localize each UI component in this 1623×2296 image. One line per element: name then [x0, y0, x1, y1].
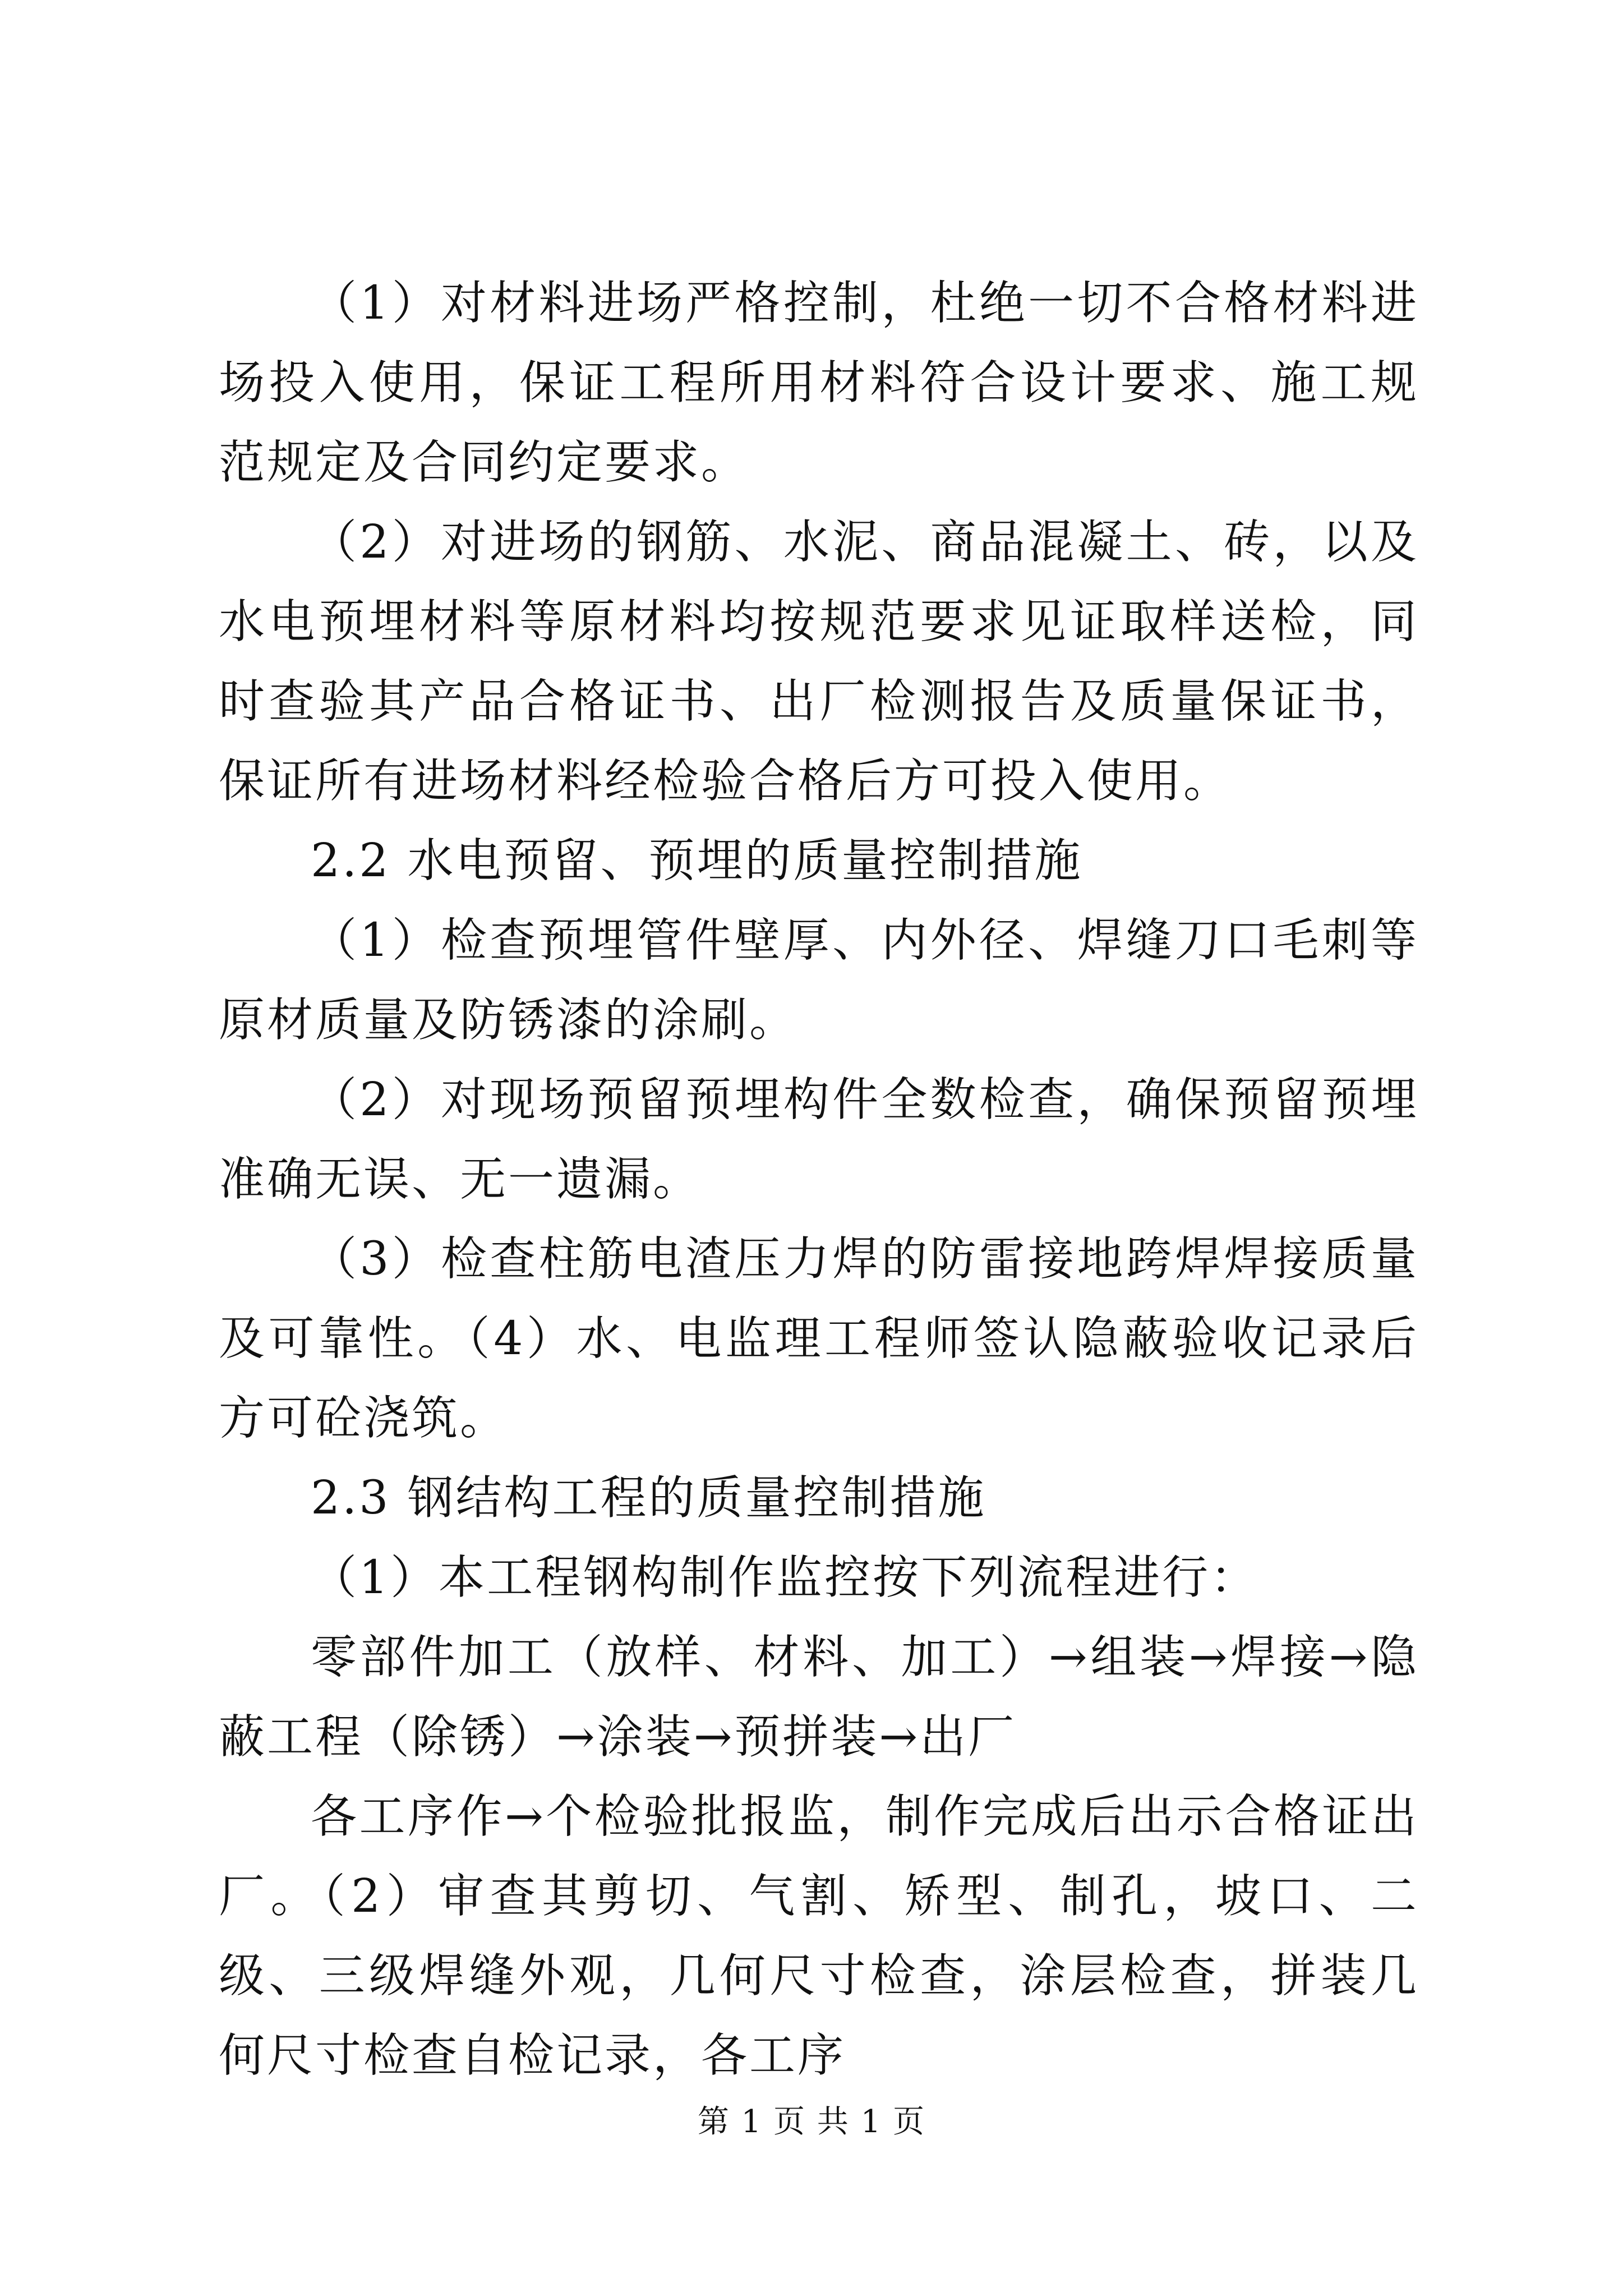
section-heading-2-2: 2.2 水电预留、预埋的质量控制措施 — [311, 834, 1083, 887]
paragraph-welding-check: （3）检查柱筋电渣压力焊的防雷接地跨焊焊接质量及可靠性。（4）水、电监理工程师签认隐蔽验收记录后方可砼浇筑。 — [219, 1232, 1419, 1445]
paragraph-steel-inspection: 各工序作→个检验批报监，制作完成后出示合格证出厂。（2）审查其剪切、气割、矫型、制孔，坡口、二级、三级焊缝外观，几何尺寸检查，涂层检查，拼装几何尺寸检查自检记录，各工序 — [219, 1790, 1419, 2082]
paragraph-material-control: （1）对材料进场严格控制，杜绝一切不合格材料进场投入使用，保证工程所用材料符合设计要求、施工规范规定及合同约定要求。 — [219, 277, 1419, 489]
paragraph-steel-process-flow: 零部件加工（放样、材料、加工）→组装→焊接→隐蔽工程（除锈）→涂装→预拼装→出厂 — [219, 1631, 1419, 1764]
section-heading-2-3: 2.3 钢结构工程的质量控制措施 — [311, 1471, 986, 1525]
document-body — [219, 264, 1419, 2096]
paragraph-steel-process-intro: （1）本工程钢构制作监控按下列流程进行： — [311, 1551, 1259, 1604]
page-footer: 第 1 页 共 1 页 — [697, 2104, 926, 2140]
paragraph-pipe-inspection: （1）检查预埋管件壁厚、内外径、焊缝刀口毛刺等原材质量及防锈漆的涂刷。 — [219, 914, 1419, 1047]
paragraph-material-sampling: （2）对进场的钢筋、水泥、商品混凝土、砖，以及水电预埋材料等原材料均按规范要求见证取样送检，同时查验其产品合格证书、出厂检测报告及质量保证书，保证所有进场材料经检验合格后方可投入使用。 — [219, 516, 1419, 808]
paragraph-embedded-check: （2）对现场预留预埋构件全数检查，确保预留预埋准确无误、无一遗漏。 — [219, 1073, 1419, 1206]
